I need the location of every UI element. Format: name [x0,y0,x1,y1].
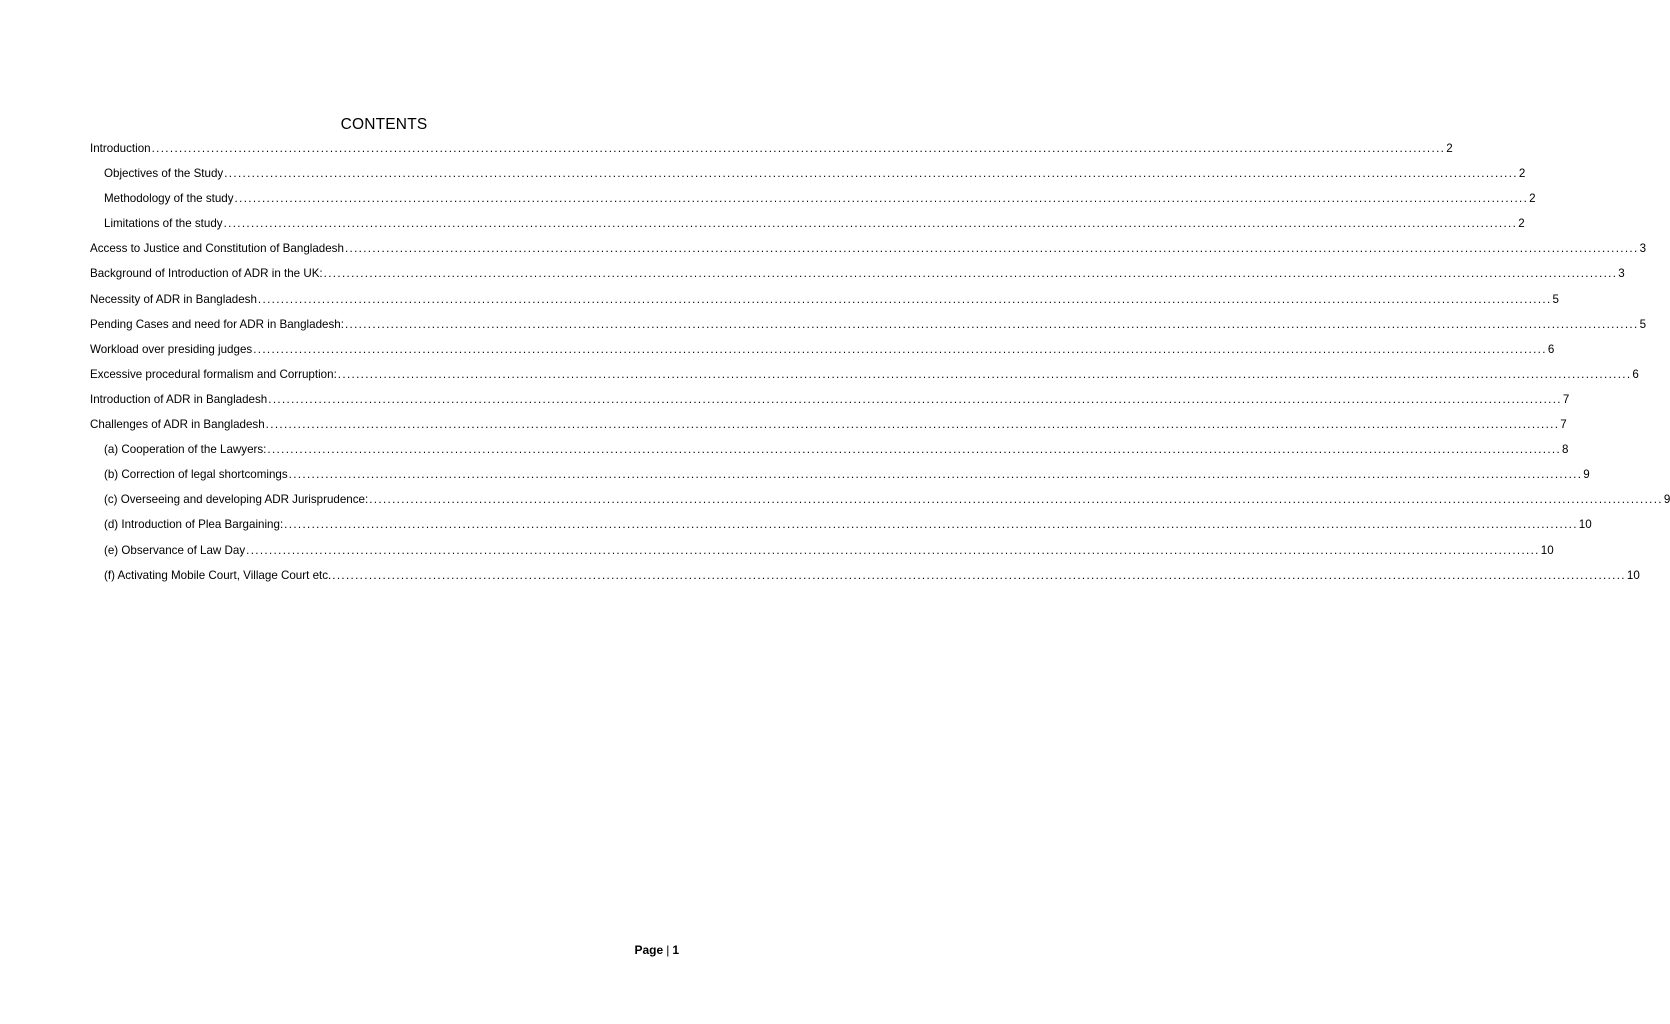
toc-dot-leader: ........................................................................................................................................................................................................................................................................................... [267,443,1562,457]
toc-dot-leader: ........................................................................................................................................................................................................................................................................................... [344,242,1639,256]
toc-page-number: 9 [1583,468,1590,482]
toc-entry-text: Access to Justice and Constitution of Bangladesh [90,242,344,256]
toc-entry-law-day[interactable] [90,540,1554,565]
toc-page-number: 9 [1663,493,1670,507]
toc-entry-introduction-bangladesh[interactable] [90,389,1570,414]
toc-entry-text: Methodology of the study [104,192,234,206]
toc-dot-leader: ........................................................................................................................................................................................................................................................................................... [257,292,1552,306]
toc-title: CONTENTS [340,116,428,133]
toc-entry-necessity[interactable] [90,289,1559,314]
toc-page-number: 10 [1626,568,1640,582]
toc-dot-leader: ........................................................................................................................................................................................................................................................................................... [246,543,1540,557]
toc-dot-leader: ........................................................................................................................................................................................................................................................................................... [268,392,1562,406]
toc-entry-cooperation-lawyers[interactable] [90,439,1569,464]
toc-page-number: 7 [1562,392,1570,406]
toc-entry-legal-shortcomings[interactable] [90,464,1590,489]
toc-dot-leader: ........................................................................................................................................................................................................................................................................................... [223,217,1518,231]
toc-entry-adr-jurisprudence[interactable] [90,489,1670,514]
toc-list [90,138,1670,590]
toc-entry-text: Necessity of ADR in Bangladesh [90,292,257,306]
toc-entry-text: Workload over presiding judges [90,342,253,356]
toc-dot-leader: ........................................................................................................................................................................................................................................................................................... [288,468,1583,482]
toc-entry-text: Introduction of ADR in Bangladesh [90,392,268,406]
toc-entry-text: Pending Cases and need for ADR in Bangladesh: [90,317,344,331]
toc-dot-leader: ........................................................................................................................................................................................................................................................................................... [332,568,1626,582]
toc-entry-text: Background of Introduction of ADR in the UK: [90,267,323,281]
toc-page-number: 6 [1547,342,1555,356]
toc-dot-leader: ........................................................................................................................................................................................................................................................................................... [265,418,1560,432]
toc-entry-text: (b) Correction of legal shortcomings [104,468,288,482]
toc-page-number: 8 [1562,443,1569,457]
toc-page-number: 3 [1639,242,1647,256]
toc-page-number: 6 [1632,367,1639,381]
toc-entry-workload[interactable] [90,339,1555,364]
toc-page-number: 2 [1446,142,1453,155]
toc-entry-text: (f) Activating Mobile Court, Village Court etc. [104,568,332,582]
toc-entry-introduction[interactable] [90,138,1453,163]
toc-entry-pending-cases[interactable] [90,314,1647,339]
toc-dot-leader: ........................................................................................................................................................................................................................................................................................... [344,317,1639,331]
toc-entry-text: Limitations of the study [104,217,223,231]
toc-entry-limitations[interactable] [90,213,1525,238]
toc-entry-text: (d) Introduction of Plea Bargaining: [104,518,284,532]
toc-dot-leader: ........................................................................................................................................................................................................................................................................................... [234,192,1529,206]
toc-entry-text: (e) Observance of Law Day [104,543,246,557]
toc-entry-text: Challenges of ADR in Bangladesh [90,418,265,432]
toc-entry-text: Objectives of the Study [104,167,224,181]
page-footer [635,943,680,957]
toc-page-number: 10 [1578,518,1592,532]
page-number: 1 [672,943,679,957]
toc-entry-text: Introduction [90,142,151,155]
toc-entry-methodology[interactable] [90,188,1536,213]
toc-page-number: 3 [1618,267,1625,281]
toc-page-number: 2 [1518,167,1526,181]
toc-page-number: 2 [1518,217,1525,231]
toc-entry-challenges[interactable] [90,414,1567,439]
toc-entry-text: (a) Cooperation of the Lawyers: [104,443,267,457]
toc-page-number: 5 [1552,292,1559,306]
toc-dot-leader: ........................................................................................................................................................................................................................................................................................... [337,367,1632,381]
toc-entry-objectives[interactable] [90,163,1526,188]
toc-dot-leader: ........................................................................................................................................................................................................................................................................................... [151,142,1446,155]
toc-dot-leader: ........................................................................................................................................................................................................................................................................................... [369,493,1663,507]
page-label: Page [634,943,664,957]
toc-dot-leader: ........................................................................................................................................................................................................................................................................................... [224,167,1518,181]
toc-entry-background-uk[interactable] [90,263,1625,288]
toc-dot-leader: ........................................................................................................................................................................................................................................................................................... [284,518,1578,532]
toc-page-number: 10 [1540,543,1554,557]
toc-page-number: 7 [1560,418,1567,432]
toc-page-number: 5 [1639,317,1647,331]
toc-page-number: 2 [1529,192,1536,206]
toc-entry-text: (c) Overseeing and developing ADR Jurisprudence: [104,493,369,507]
toc-entry-plea-bargaining[interactable] [90,514,1592,539]
toc-entry-text: Excessive procedural formalism and Corruption: [90,367,337,381]
page-separator: | [666,943,670,957]
toc-entry-procedural-formalism[interactable] [90,364,1639,389]
toc-dot-leader: ........................................................................................................................................................................................................................................................................................... [253,342,1547,356]
toc-entry-mobile-court[interactable] [90,565,1640,590]
toc-dot-leader: ........................................................................................................................................................................................................................................................................................... [323,267,1618,281]
toc-entry-access-to-justice[interactable] [90,238,1647,263]
